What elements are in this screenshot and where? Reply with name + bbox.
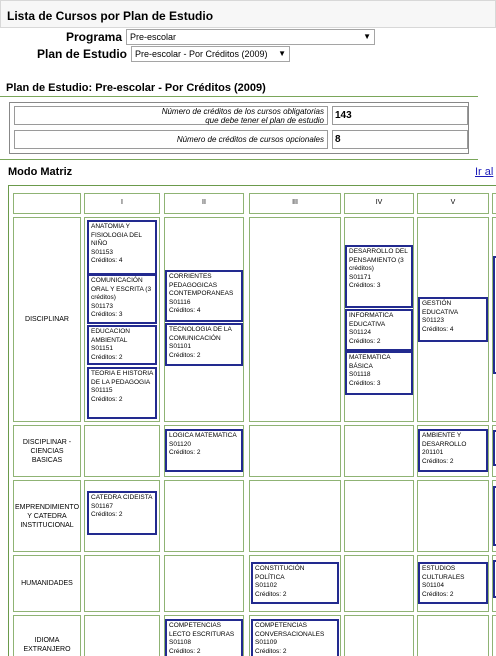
matrix-title: Modo Matriz [8, 166, 73, 178]
credits-row [12, 105, 464, 126]
column-header [492, 193, 496, 214]
course-card[interactable]: COMPETENCIAS LECTO ESCRITURAS S01108 Créditos: 2 [165, 619, 243, 656]
programa-value: Pre-escolar [130, 32, 177, 42]
course-card[interactable]: CONSTITUCIÓN POLÍTICA S01102 Créditos: 2 [251, 562, 339, 604]
matrix-cell [344, 615, 414, 656]
chevron-down-icon: ▼ [278, 49, 286, 58]
credits-value: 143 [332, 106, 468, 125]
credits-table [9, 102, 469, 154]
course-card[interactable]: CATEDRA CIDEISTA S01167 Créditos: 2 [87, 491, 157, 535]
course-card[interactable]: MATEMATICA BÁSICA S01118 Créditos: 3 [345, 351, 413, 395]
page-header [0, 0, 496, 28]
column-header: IV [344, 193, 414, 214]
row-header: EMPRENDIMIENTO Y CATEDRA INSTITUCIONAL [13, 480, 81, 552]
matrix-cell [249, 425, 341, 477]
column-header: I [84, 193, 160, 214]
divider [0, 96, 478, 97]
row-header: HUMANIDADES [13, 555, 81, 612]
curriculum-matrix [8, 185, 496, 656]
course-card[interactable]: AMBIENTE Y DESARROLLO 201101 Créditos: 2 [418, 429, 488, 472]
credits-value: 8 [332, 130, 468, 149]
programa-label: Programa [66, 30, 123, 44]
matrix-cell [164, 480, 244, 552]
row-header: DISCIPLINAR [13, 217, 81, 422]
matrix-corner [13, 193, 81, 214]
course-card[interactable]: COMPETENCIAS CONVERSACIONALES S01109 Créditos: 2 [251, 619, 339, 656]
matrix-cell [492, 615, 496, 656]
matrix-cell [249, 480, 341, 552]
column-header: II [164, 193, 244, 214]
programa-select[interactable] [126, 29, 375, 45]
credits-label: Número de créditos de los cursos obligatorias que debe tener el plan de estudio [14, 106, 328, 125]
matrix-cell [417, 615, 489, 656]
chevron-down-icon: ▼ [363, 32, 371, 41]
course-card[interactable]: INFORMATICA EDUCATIVA S01124 Créditos: 2 [345, 309, 413, 351]
course-card[interactable]: EDUCACION AMBIENTAL S01151 Créditos: 2 [87, 325, 157, 365]
row-header: IDIOMA EXTRANJERO [13, 615, 81, 656]
matrix-cell [249, 217, 341, 422]
matrix-cell [84, 425, 160, 477]
credits-label: Número de créditos de cursos opcionales [14, 130, 328, 149]
matrix-cell [84, 615, 160, 656]
matrix-cell [84, 555, 160, 612]
goto-link[interactable]: Ir al [475, 166, 494, 178]
course-card[interactable]: GESTIÓN EDUCATIVA S01123 Créditos: 4 [418, 297, 488, 342]
matrix-cell [344, 555, 414, 612]
plan-heading: Plan de Estudio: Pre-escolar - Por Créditos (2009) [6, 82, 266, 94]
course-card[interactable]: LOGICA MATEMATICA S01120 Créditos: 2 [165, 429, 243, 472]
page-title: Lista de Cursos por Plan de Estudio [7, 9, 214, 23]
column-header: V [417, 193, 489, 214]
course-card[interactable]: ANATOMIA Y FISIOLOGIA DEL NIÑO S01153 Créditos: 4 [87, 220, 157, 275]
column-header: III [249, 193, 341, 214]
matrix-cell [344, 480, 414, 552]
plan-label: Plan de Estudio [37, 47, 128, 61]
credits-row [12, 129, 464, 150]
course-card[interactable]: DESARROLLO DEL PENSAMIENTO (3 créditos) S01171 Créditos: 3 [345, 245, 413, 308]
matrix-cell [417, 480, 489, 552]
plan-value: Pre-escolar - Por Créditos (2009) [135, 49, 268, 59]
matrix-cell [164, 555, 244, 612]
course-card[interactable]: ESTUDIOS CULTURALES S01104 Créditos: 2 [418, 562, 488, 604]
divider [0, 159, 478, 160]
plan-select[interactable] [131, 46, 290, 62]
course-card[interactable]: TEORIA E HISTORIA DE LA PEDAGOGIA S01115 Créditos: 2 [87, 367, 157, 419]
matrix-cell [344, 425, 414, 477]
course-card[interactable]: TECNOLOGIA DE LA COMUNICACIÓN S01101 Créditos: 2 [165, 323, 243, 366]
course-card[interactable]: CORRIENTES PEDAGOGICAS CONTEMPORANEAS S01116 Créditos: 4 [165, 270, 243, 322]
row-header: DISCIPLINAR - CIENCIAS BASICAS [13, 425, 81, 477]
course-card[interactable]: COMUNICACIÓN ORAL Y ESCRITA (3 créditos) S01173 Créditos: 3 [87, 274, 157, 324]
